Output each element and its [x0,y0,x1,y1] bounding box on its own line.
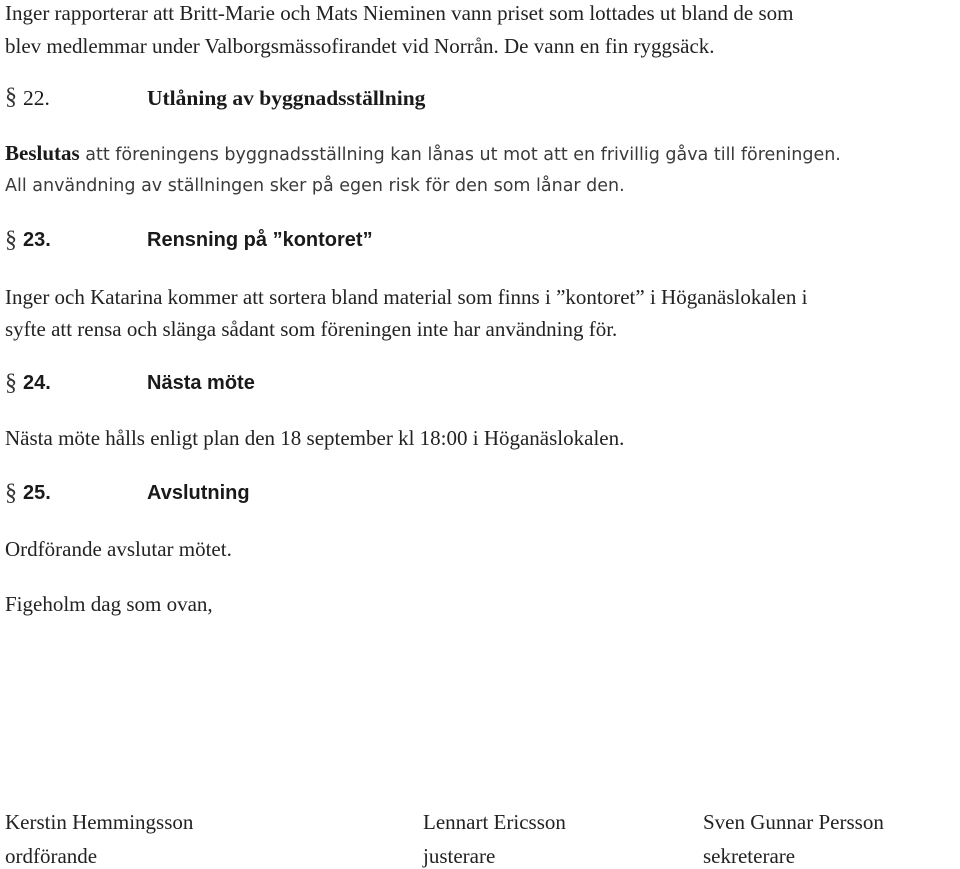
section-title: Nästa möte [147,372,255,394]
section-symbol: § [5,480,17,506]
section-22-body-line-2: All användning av ställningen sker på egen risk för den som lånar den. [5,176,625,196]
signature-name-secretary: Sven Gunnar Persson [703,810,884,834]
section-symbol: § [5,84,17,110]
section-number: 22. [23,86,50,110]
signature-name-adjuster: Lennart Ericsson [423,810,566,834]
section-title: Utlåning av byggnadsställning [147,86,426,110]
closing-line: Figeholm dag som ovan, [5,592,213,616]
signature-role-secretary: sekreterare [703,844,796,868]
decision-keyword: Beslutas [5,141,80,165]
section-title: Rensning på ”kontoret” [147,229,373,251]
section-23-body-line-2: syfte att rensa och slänga sådant som föreningen inte har användning för. [5,317,618,341]
intro-line-2: blev medlemmar under Valborgsmässofirandet vid Norrån. De vann en fin ryggsäck. [5,34,715,58]
section-25-body-line-1: Ordförande avslutar mötet. [5,537,232,561]
section-number: 24. [23,372,51,394]
signature-name-chair: Kerstin Hemmingsson [5,810,194,834]
signature-role-chair: ordförande [5,844,98,868]
section-symbol: § [5,227,17,253]
signature-role-adjuster: justerare [423,844,496,868]
intro-line-1: Inger rapporterar att Britt-Marie och Mats Nieminen vann priset som lottades ut bland de som [5,1,794,25]
section-24-body-line-1: Nästa möte hålls enligt plan den 18 september kl 18:00 i Höganäslokalen. [5,426,625,450]
section-23-body-line-1: Inger och Katarina kommer att sortera bland material som finns i ”kontoret” i Höganäslokalen i [5,285,808,309]
section-number: 25. [23,482,51,504]
section-symbol: § [5,370,17,396]
section-22-body-line-1 [5,140,841,168]
section-number: 23. [23,229,51,251]
section-title: Avslutning [147,482,250,504]
body-text: att föreningens byggnadsställning kan lånas ut mot att en frivillig gåva till föreningen. [79,145,841,165]
